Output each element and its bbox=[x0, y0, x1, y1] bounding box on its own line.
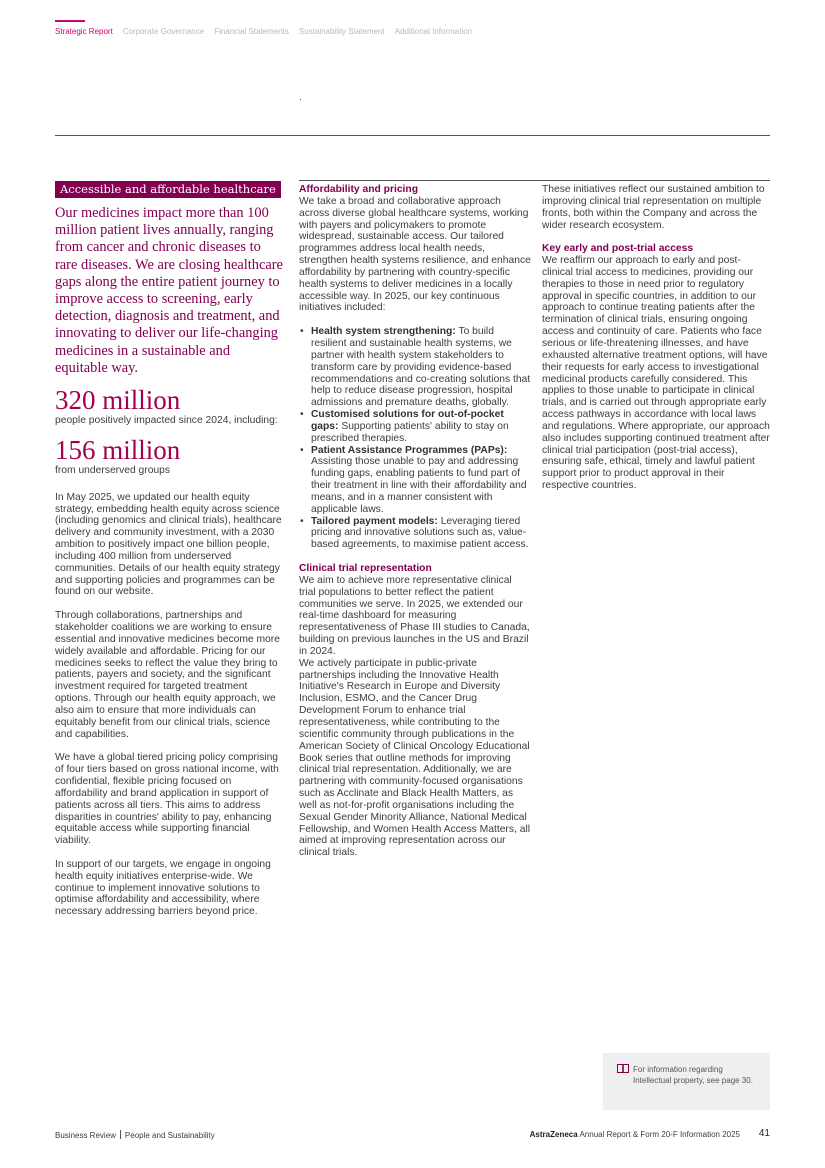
heading-affordability: Affordability and pricing bbox=[299, 184, 418, 195]
list-item-text: Assisting those unable to pay and addressing funding gaps, enabling patients to fund part of their treatment in line with their affordability and means, and in a manner consistent with applicable laws. bbox=[311, 456, 527, 515]
nav-item-strategic-report[interactable]: Strategic Report bbox=[55, 27, 113, 36]
stat-people-impacted: 320 million bbox=[55, 385, 181, 416]
nav-item-sustainability-statement[interactable]: Sustainability Statement bbox=[298, 27, 385, 36]
paragraph: These initiatives reflect our sustained ambition to improving clinical trial representation on multiple fronts, both within the Company and across the wider research ecosystem. bbox=[542, 184, 765, 231]
column-middle bbox=[299, 184, 531, 871]
paragraph: We take a broad and collaborative approach across diverse global healthcare systems, working with payers and policymakers to promote widespread, sustainable access. Our tailored programmes address local health needs, strengthen health systems resilience, and enhance affordability by partnering with country-specific health systems to deliver medicines in a locally accessible way. In 2025, our key continuous initiatives included: bbox=[299, 195, 531, 314]
report-name: Annual Report & Form 20-F Information 2025 bbox=[579, 1130, 740, 1139]
list-item bbox=[311, 516, 531, 552]
lead-statement: Our medicines impact more than 100 million patient lives annually, ranging from cancer and chronic diseases to rare diseases. We are closing healthcare gaps along the entire patient journey to improve access to screening, early detection, diagnosis and treatment, and innovating to deliver our life-changing medicines in a sustainable and equitable way. bbox=[55, 205, 283, 376]
footer-breadcrumb bbox=[55, 1130, 215, 1140]
footer-section: Business Review bbox=[55, 1131, 116, 1140]
paragraph: We aim to achieve more representative clinical trial populations to better reflect the patient communities we serve. In 2025, we extended our real-time dashboard for measuring representativeness of Phase III studies to Canada, building on previous launches in the US and Brazil in 2024. bbox=[299, 574, 530, 657]
paragraph: We reaffirm our approach to early and post-clinical trial access to medicines, providing our therapies to those in need prior to regulatory approval in specific countries, in addition to our approach to continue treating patients after the termination of clinical trials, ensuring ongoing access and continuity of care. Patients who face serious or life-threatening illnesses, and have exhausted alternative treatment options, will have their requests for early access to investigational medicinal products carefully considered. This applies to those unable to participate in clinical trials, and is carried out through appropriate early access pathways in accordance with local laws and regulations. Where appropriate, our approach also includes supporting continued treatment after clinical trial participation (post-trial access), ensuring safe, ethical, timely and lawful patient support prior to product approval in their respective countries. bbox=[542, 255, 770, 492]
section-nav bbox=[55, 20, 472, 36]
header-divider bbox=[55, 135, 770, 136]
page-number: 41 bbox=[758, 1128, 770, 1139]
list-item-text: To build resilient and sustainable health systems, we partner with health system stakeholders to transform care by providing evidence-based recommendations and co-creating solutions that help to reduce disease progression, hospital admissions and premature deaths, globally. bbox=[311, 326, 531, 409]
book-icon bbox=[617, 1064, 629, 1073]
brand-name: AstraZeneca bbox=[529, 1130, 578, 1139]
paragraph: We have a global tiered pricing policy comprising of four tiers based on gross national income, with confidential, flexible pricing focused on affordability and brand application in support of patients across all tiers. This aims to address disparities in countries' ability to pay, enhancing equitable access while supporting financial viability. bbox=[55, 752, 279, 847]
paragraph: In May 2025, we updated our health equity strategy, embedding health equity across science (including genomics and clinical trials), healthcare delivery and community investment, with a 2030 ambition to positively impact one billion people, including 400 million from underserved communities. Details of our health equity strategy and supporting policies and programmes can be found on our website. bbox=[55, 491, 282, 598]
list-item bbox=[311, 409, 531, 445]
nav-item-financial-statements[interactable]: Financial Statements bbox=[214, 27, 289, 36]
nav-item-corporate-governance[interactable]: Corporate Governance bbox=[122, 27, 205, 36]
stat-underserved: 156 million bbox=[55, 434, 181, 465]
list-item-text: Supporting patients' ability to stay on prescribed therapies. bbox=[311, 420, 509, 444]
nav-item-additional-information[interactable]: Additional Information bbox=[394, 27, 473, 36]
initiatives-list bbox=[299, 326, 531, 551]
cross-reference-box[interactable] bbox=[603, 1053, 770, 1110]
section-tag: Accessible and affordable healthcare bbox=[55, 181, 281, 198]
list-item-title: Tailored payment models: bbox=[311, 515, 438, 527]
column-left bbox=[55, 181, 285, 930]
heading-clinical-trial: Clinical trial representation bbox=[299, 563, 432, 574]
paragraph: Through collaborations, partnerships and stakeholder coalitions we are working to ensure essential and innovative medicines become more widely available and affordable. Pricing for our medicines seeks to reflect the value they bring to patients, payers and society, and the significant investment required for targeted treatment options. Through our health equity approach, we also aim to ensure that more individuals can equitably benefit from our clinical trials, science and capabilities. bbox=[55, 610, 280, 740]
list-item-title: Patient Assistance Programmes (PAPs): bbox=[311, 444, 508, 456]
stat-underserved-caption: from underserved groups bbox=[55, 464, 171, 476]
cross-reference-text: For information regarding Intellectual property, see page 30. bbox=[633, 1065, 753, 1085]
list-item bbox=[311, 445, 531, 516]
list-item-title: Health system strengthening: bbox=[311, 326, 456, 338]
column-right bbox=[542, 184, 770, 504]
footer-report-title bbox=[530, 1130, 740, 1139]
column-divider bbox=[299, 180, 770, 181]
list-item bbox=[311, 326, 531, 409]
decorative-dot bbox=[300, 99, 301, 100]
heading-early-access: Key early and post-trial access bbox=[542, 243, 694, 255]
stat-people-impacted-caption: people positively impacted since 2024, including: bbox=[55, 415, 278, 427]
list-item-text: Leveraging tiered pricing and innovative solutions such as, value-based agreements, to maximise patient access. bbox=[311, 515, 529, 551]
nav-active-indicator bbox=[55, 20, 85, 22]
paragraph: In support of our targets, we engage in ongoing health equity initiatives enterprise-wide. We continue to implement innovative solutions to optimise affordability and accessibility, where necessary addressing barriers beyond price. bbox=[55, 858, 271, 918]
paragraph: We actively participate in public-private partnerships including the Innovative Health Initiative's Research in Europe and Diversity Inclusion, ESMO, and the Cancer Drug Development Forum to enhance trial representativeness, while contributing to the scientific community through publications in the American Society of Clinical Oncology Educational Book series that outline methods for improving clinical trial representation. Additionally, we are partnering with community-focused organisations such as Acclinate and Black Health Matters, as well as not-for-profit organisations including the Sexual Gender Minority Alliance, National Medical Fellowship, and Women Health Access Matters, all aimed at improving representation across our clinical trials. bbox=[299, 657, 531, 859]
footer-subsection: People and Sustainability bbox=[124, 1131, 215, 1140]
list-item-title: Customised solutions for out-of-pocket gaps: bbox=[311, 409, 504, 432]
